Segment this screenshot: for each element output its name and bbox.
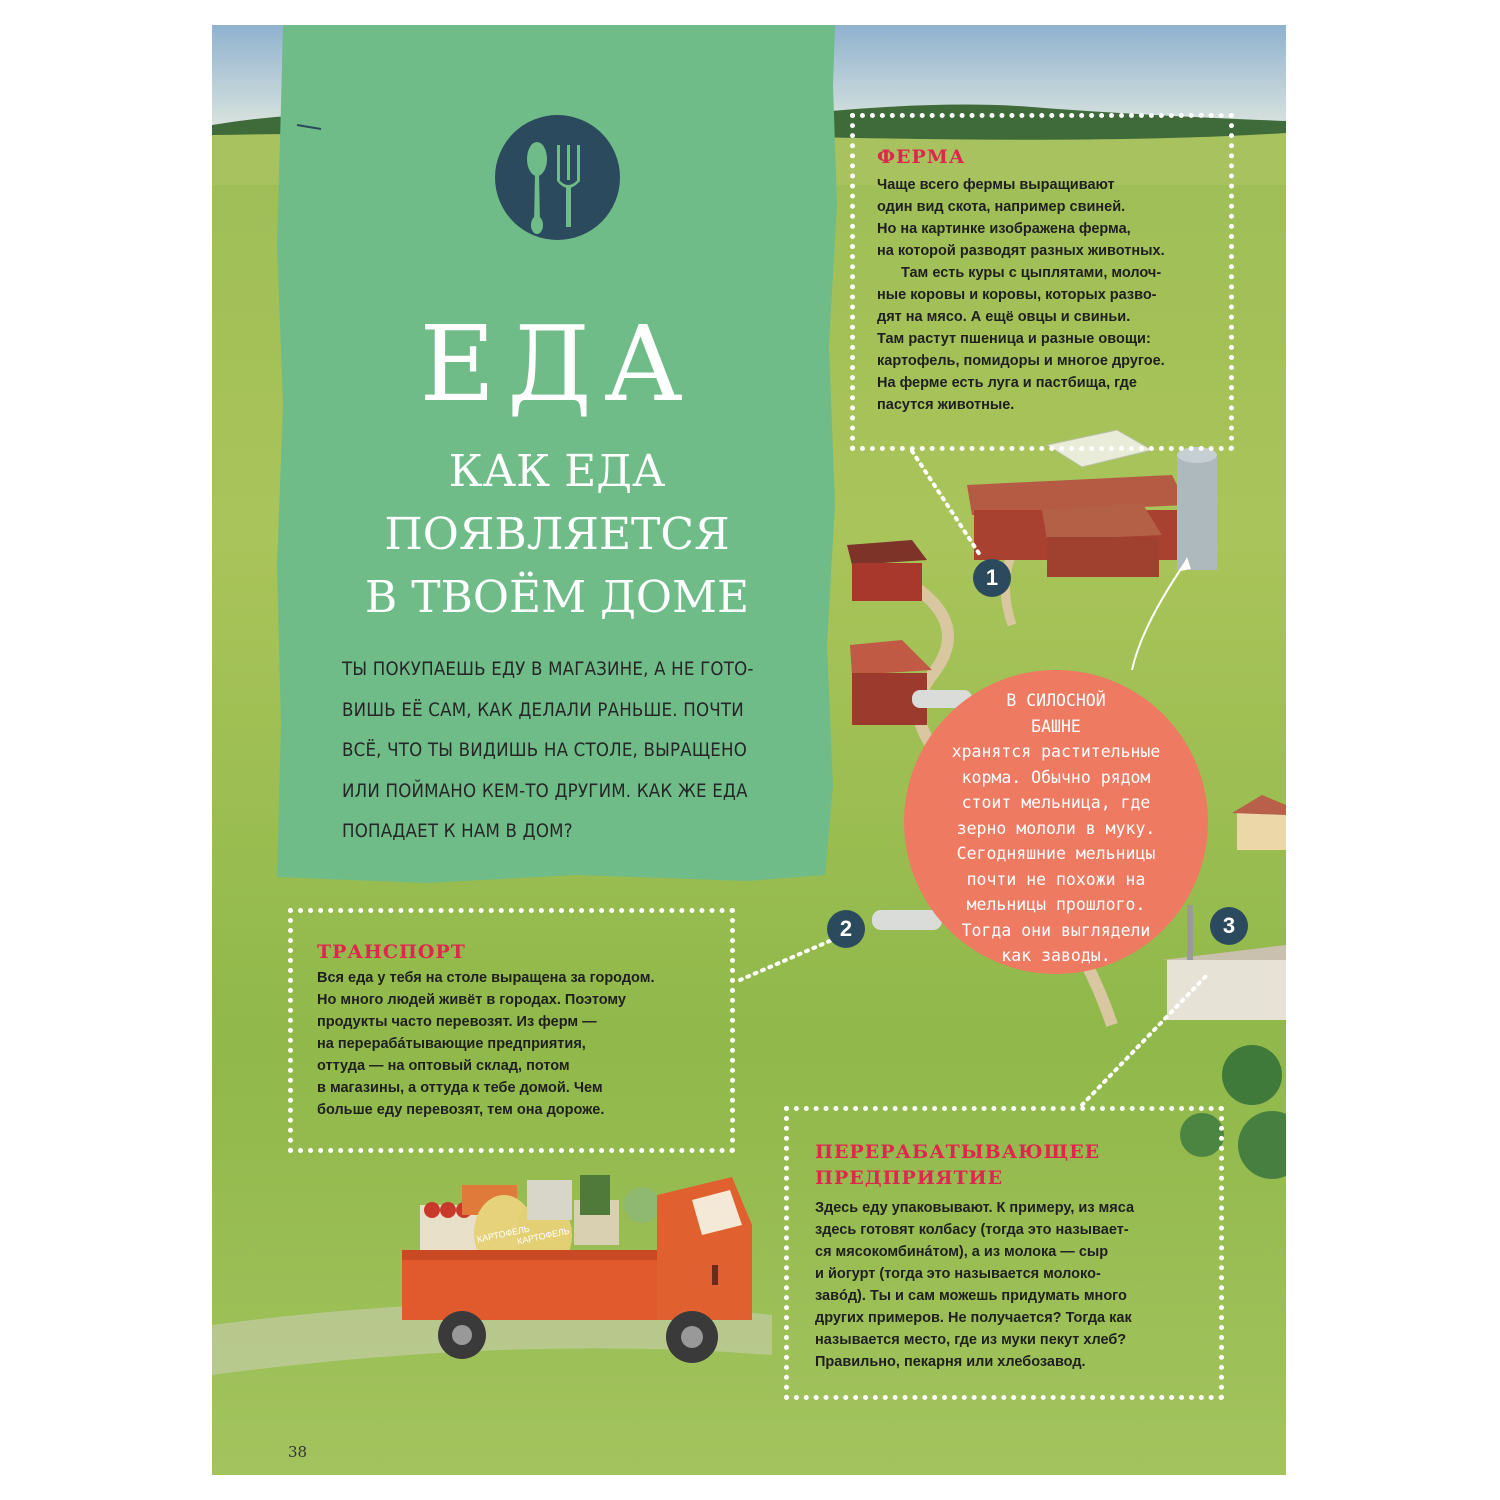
subtitle-line: В ТВОЁМ ДОМЕ [364,572,750,623]
farm-line: Там есть куры с цыплятами, молоч- [901,265,1162,281]
intro-line: ИЛИ ПОЙМАНО КЕМ-ТО ДРУГИМ. КАК ЖЕ ЕДА [342,780,748,802]
farm-text [877,174,1209,416]
transport-line: в магазины, а оттуда к тебе домой. Чем [317,1080,603,1096]
farm-line: пасутся животные. [877,397,1015,413]
processing-heading-line: ПРЕДПРИЯТИЕ [815,1167,1004,1189]
farm-line: Чаще всего фермы выращивают [877,177,1115,193]
processing-line: здесь готовят колбасу (тогда это называет- [815,1222,1129,1238]
transport-info-box [288,908,735,1153]
transport-line: Вся еда у тебя на столе выращена за городом. [317,970,655,986]
farm-line: один вид скота, например свиней. [877,199,1126,215]
processing-line: называется место, где из муки пекут хлеб? [815,1332,1127,1348]
marker-2: 2 [827,910,865,948]
silo-info-circle [904,670,1208,974]
processing-line: завóд). Ты и сам можешь придумать много [815,1288,1127,1304]
processing-line: и йогурт (тогда это называется молоко- [815,1266,1101,1282]
subtitle-line: КАК ЕДА [448,446,666,497]
silo-line: Тогда они выглядели [961,920,1151,940]
processing-line: других примеров. Не получается? Тогда как [815,1310,1132,1326]
farm-line: дят на мясо. А ещё овцы и свиньи. [877,309,1131,325]
silo-line: хранятся растительные [951,742,1161,761]
farm-line: На ферме есть луга и пастбища, где [877,375,1137,391]
intro-line: ТЫ ПОКУПАЕШЬ ЕДУ В МАГАЗИНЕ, А НЕ ГОТО- [342,659,754,680]
intro-line: ВСЁ, ЧТО ТЫ ВИДИШЬ НА СТОЛЕ, ВЫРАЩЕНО [342,740,747,761]
silo-line: стоит мельница, где [961,793,1151,812]
marker-1: 1 [973,559,1011,597]
truck-sack-label: КАРТОФЕЛЬ [516,1225,571,1247]
truck-sack-label: КАРТОФЕЛЬ [476,1223,531,1245]
silo-line: как заводы. [1001,946,1111,965]
silo-line: В СИЛОСНОЙ [1006,691,1106,710]
transport-line: на перерабáтывающие предприятия, [317,1036,586,1052]
farm-line: на которой разводят разных животных. [877,243,1165,259]
processing-text [815,1197,1205,1373]
farm-line: картофель, помидоры и многое другое. [877,353,1165,369]
processing-line: Здесь еду упаковывают. К примеру, из мяса [815,1200,1135,1216]
transport-line: Но много людей живёт в городах. Поэтому [317,992,626,1008]
silo-line: мельницы прошлого. [966,895,1146,914]
silo-line: корма. Обычно рядом [961,767,1151,787]
transport-line: продукты часто перевозят. Из ферм — [317,1014,597,1030]
transport-line: оттуда — на оптовый склад, потом [317,1058,570,1074]
processing-heading-line: ПЕРЕРАБАТЫВАЮЩЕЕ [815,1141,1101,1163]
subtitle-line: ПОЯВЛЯЕТСЯ [384,509,730,560]
intro-line: ПОПАДАЕТ К НАМ В ДОМ? [342,821,573,842]
transport-text [317,967,712,1121]
page-title: ЕДА [419,303,695,425]
silo-text [926,688,1186,969]
marker-3: 3 [1210,907,1248,945]
page [212,25,1286,1475]
truck-illustration [392,1165,772,1395]
farm-heading: ФЕРМА [877,146,966,168]
transport-line: больше еду перевозят, тем она дороже. [317,1102,605,1118]
processing-line: ся мясокомбинáтом), а из молока — сыр [815,1244,1109,1260]
processing-info-box [784,1106,1224,1400]
farm-line: Там растут пшеница и разные овощи: [877,331,1151,347]
farm-info-box [850,113,1234,451]
farm-line: Но на картинке изображена ферма, [877,221,1131,237]
silo-line: почти не похожи на [966,869,1146,889]
transport-heading: ТРАНСПОРТ [317,941,466,963]
silo-line: зерно мололи в муку. [956,818,1156,838]
page-number: 38 [288,1443,308,1461]
farm-line: ные коровы и коровы, которых разво- [877,287,1157,303]
processing-line: Правильно, пекарня или хлебозавод. [815,1354,1086,1370]
silo-line: БАШНЕ [1031,716,1081,736]
intro-line: ВИШЬ ЕЁ САМ, КАК ДЕЛАЛИ РАНЬШЕ. ПОЧТИ [342,699,744,721]
processing-heading [815,1139,1205,1191]
silo-line: Сегодняшние мельницы [956,844,1156,863]
